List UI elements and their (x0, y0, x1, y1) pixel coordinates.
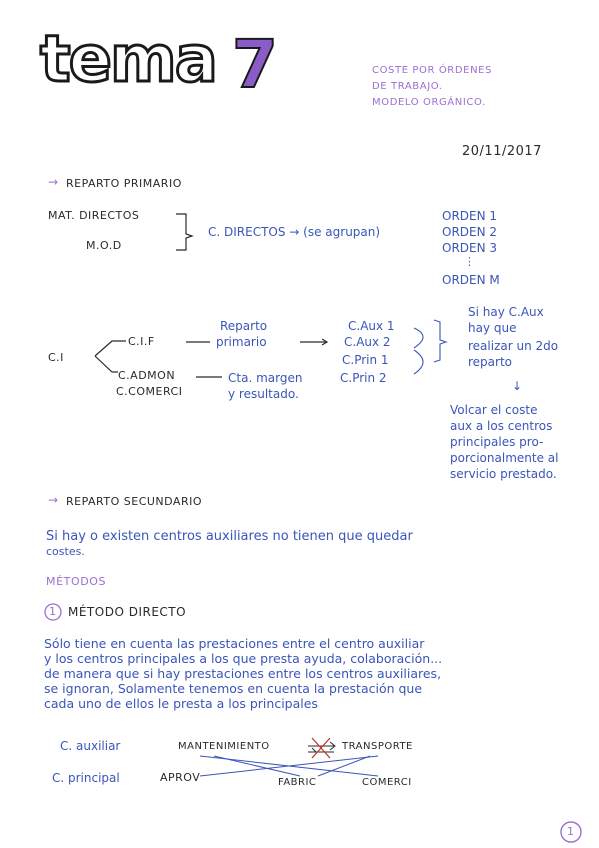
mat-directos: MAT. DIRECTOS (48, 209, 140, 222)
volcar-line4: porcionalmente al (450, 451, 559, 465)
diagram-auxiliar-label: C. auxiliar (60, 739, 121, 753)
link-aux2-fabric (318, 756, 370, 776)
section1-heading: REPARTO PRIMARIO (66, 177, 182, 190)
cta-line1: Cta. margen (228, 371, 303, 385)
section2-heading: REPARTO SECUNDARIO (66, 495, 203, 508)
note-line2: hay que (468, 321, 517, 335)
reparto-line2: primario (216, 335, 267, 349)
diagram-principal-label: C. principal (52, 771, 120, 785)
ci-comerci: C.COMERCI (116, 385, 183, 398)
cta-line2: y resultado. (228, 387, 299, 401)
diagram-p-aprov: APROV (160, 771, 201, 784)
paragraph-line5: cada uno de ellos le presta a los principales (44, 696, 318, 711)
title-word: tema (40, 23, 216, 97)
note-line4: reparto (468, 355, 513, 369)
loop-arrow-1 (414, 328, 423, 348)
ci-cif: C.I.F (128, 335, 155, 348)
loop-arrow-2 (414, 350, 423, 374)
method1-number: 1 (49, 605, 56, 618)
subtitle-line1: COSTE POR ÓRDENES (372, 65, 493, 76)
brace (176, 214, 192, 250)
orden-2: ORDEN 2 (442, 225, 498, 239)
paragraph-line2: y los centros principales a los que presta ayuda, colaboración... (44, 651, 443, 666)
title-number: 7 (232, 26, 278, 103)
orden-3: ORDEN 3 (442, 241, 498, 255)
paragraph-line1: Sólo tiene en cuenta las prestaciones entre el centro auxiliar (44, 636, 425, 651)
note-line1: Si hay C.Aux (468, 305, 544, 319)
note-line3: realizar un 2do (468, 339, 559, 353)
section2-text-line2: costes. (46, 545, 85, 558)
orden-dots: ⋮ (464, 255, 475, 268)
section2-text-line1: Si hay o existen centros auxiliares no tienen que quedar (46, 529, 413, 544)
centro-aux-1: C.Aux 1 (348, 319, 395, 333)
volcar-line1: Volcar el coste (450, 403, 538, 417)
subtitle-line2: DE TRABAJO. (372, 81, 443, 92)
centro-aux-2: C.Aux 2 (344, 335, 391, 349)
section1-arrow: → (48, 175, 59, 189)
note-down-arrow: ↓ (512, 379, 523, 393)
tree-branch-down (95, 356, 118, 372)
volcar-line2: aux a los centros (450, 419, 553, 433)
brace-right (434, 320, 446, 362)
page-number: 1 (567, 825, 574, 838)
volcar-line3: principales pro- (450, 435, 544, 449)
reparto-line1: Reparto (220, 319, 268, 333)
mod: M.O.D (86, 239, 122, 252)
method1-heading: MÉTODO DIRECTO (68, 605, 187, 619)
volcar-line5: servicio prestado. (450, 467, 557, 481)
method1-paragraph (44, 636, 442, 711)
date: 20/11/2017 (462, 144, 542, 159)
orden-1: ORDEN 1 (442, 209, 498, 223)
paragraph-line3: de manera que si hay prestaciones entre los centros auxiliares, (44, 666, 442, 681)
tree-branch-up (95, 341, 126, 356)
ci-root: C.I (48, 351, 64, 364)
orden-m: ORDEN M (442, 273, 500, 287)
diagram-p-fabric: FABRIC (278, 777, 317, 788)
section2-arrow: → (48, 493, 59, 507)
diagram-p-comerci: COMERCI (362, 777, 412, 788)
diagram-aux-transporte: TRANSPORTE (342, 741, 413, 752)
c-directos: C. DIRECTOS → (se agrupan) (208, 225, 381, 239)
ci-admon: C.ADMON (118, 369, 176, 382)
centro-prin-1: C.Prin 1 (342, 353, 389, 367)
paragraph-line4: se ignoran, Solamente tenemos en cuenta la prestación que (44, 681, 423, 696)
centro-prin-2: C.Prin 2 (340, 371, 387, 385)
metodos-heading: MÉTODOS (46, 575, 107, 588)
diagram-aux-mantenimiento: MANTENIMIENTO (178, 741, 270, 752)
subtitle-line3: MODELO ORGÁNICO. (372, 97, 486, 108)
